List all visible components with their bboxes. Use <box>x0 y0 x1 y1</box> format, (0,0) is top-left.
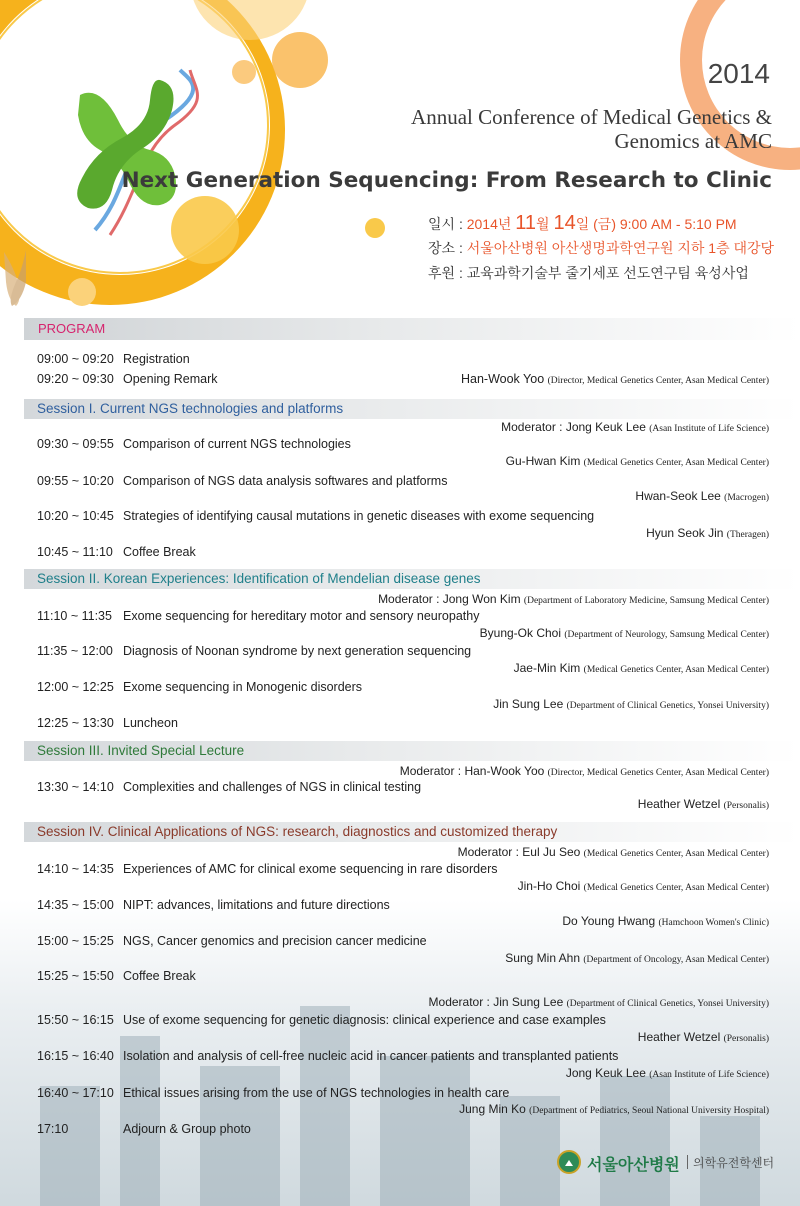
info-sponsor: 후원 : 교육과학기술부 줄기세포 선도연구팀 육성사업 <box>428 265 749 281</box>
conference-year: 2014 <box>707 58 770 89</box>
speaker-line: Jae-Min Kim (Medical Genetics Center, Asan Medical Center) <box>513 661 769 675</box>
logo-divider <box>687 1155 688 1169</box>
speaker-line: Jong Keuk Lee (Asan Institute of Life Science) <box>565 1066 769 1080</box>
speaker-line: Jin-Ho Choi (Medical Genetics Center, Asan Medical Center) <box>517 879 769 893</box>
schedule-row: 11:35 ~ 12:00 Diagnosis of Noonan syndrome by next generation sequencing <box>37 644 472 658</box>
session-3-header: Session III. Invited Special Lecture <box>24 741 800 761</box>
schedule-row: 09:00 ~ 09:20 Registration <box>37 352 190 366</box>
speaker-line: Do Young Hwang (Hamchoon Women's Clinic) <box>562 914 769 928</box>
speaker-line: Hyun Seok Jin (Theragen) <box>646 526 769 540</box>
schedule-row: 17:10 Adjourn & Group photo <box>37 1122 251 1136</box>
session-3-moderator: Moderator : Han-Wook Yoo (Director, Medical Genetics Center, Asan Medical Center) <box>399 764 769 778</box>
speaker-line: Hwan-Seok Lee (Macrogen) <box>635 489 769 503</box>
schedule-row: 09:55 ~ 10:20 Comparison of NGS data analysis softwares and platforms <box>37 474 448 488</box>
hospital-name: 서울아산병원 <box>587 1157 680 1174</box>
session-4-moderator: Moderator : Eul Ju Seo (Medical Genetics Center, Asan Medical Center) <box>457 845 769 859</box>
session-1-moderator: Moderator : Jong Keuk Lee (Asan Institute of Life Science) <box>501 420 769 434</box>
speaker-line: Sung Min Ahn (Department of Oncology, Asan Medical Center) <box>505 951 769 965</box>
schedule-row: 10:20 ~ 10:45 Strategies of identifying causal mutations in genetic diseases with exome sequencing <box>37 509 595 523</box>
session-4-moderator-2: Moderator : Jin Sung Lee (Department of Clinical Genetics, Yonsei University) <box>428 995 769 1009</box>
conference-name <box>272 105 772 153</box>
schedule-row: 15:25 ~ 15:50 Coffee Break <box>37 969 196 983</box>
schedule-row: 13:30 ~ 14:10 Complexities and challenges of NGS in clinical testing <box>37 780 422 794</box>
schedule-row: 12:00 ~ 12:25 Exome sequencing in Monogenic disorders <box>37 680 363 694</box>
schedule-row: 16:40 ~ 17:10 Ethical issues arising from the use of NGS technologies in health care <box>37 1086 510 1100</box>
schedule-row: 09:20 ~ 09:30 Opening Remark Han-Wook Yoo (Director, Medical Genetics Center, Asan Medical Center) <box>37 372 769 386</box>
conference-name-line1: Annual Conference of Medical Genetics & <box>411 105 772 129</box>
schedule-row: 16:15 ~ 16:40 Isolation and analysis of cell-free nucleic acid in cancer patients and transplanted patients <box>37 1049 619 1063</box>
hospital-logo <box>557 1150 777 1176</box>
session-2-moderator: Moderator : Jong Won Kim (Department of Laboratory Medicine, Samsung Medical Center) <box>378 592 769 606</box>
speaker-line: Jung Min Ko (Department of Pediatrics, Seoul National University Hospital) <box>459 1102 769 1116</box>
schedule-row: 12:25 ~ 13:30 Luncheon <box>37 716 178 730</box>
schedule-row: 15:00 ~ 15:25 NGS, Cancer genomics and precision cancer medicine <box>37 934 427 948</box>
conference-title: Next Generation Sequencing: From Research to Clinic <box>121 168 772 193</box>
session-1-header: Session I. Current NGS technologies and platforms <box>24 399 800 419</box>
department-name: 의학유전학센터 <box>693 1156 775 1170</box>
info-date: 일시 : 2014년 11월 14일 (금) 9:00 AM - 5:10 PM <box>428 212 737 234</box>
speaker-line: Heather Wetzel (Personalis) <box>637 1030 769 1044</box>
conference-name-line2: Genomics at AMC <box>614 129 772 153</box>
schedule-row: 14:35 ~ 15:00 NIPT: advances, limitations and future directions <box>37 898 390 912</box>
schedule-row: 11:10 ~ 11:35 Exome sequencing for hereditary motor and sensory neuropathy <box>37 609 480 623</box>
schedule-row: 14:10 ~ 14:35 Experiences of AMC for clinical exome sequencing in rare disorders <box>37 862 498 876</box>
speaker-line: Heather Wetzel (Personalis) <box>637 797 769 811</box>
speaker-line: Gu-Hwan Kim (Medical Genetics Center, Asan Medical Center) <box>505 454 769 468</box>
session-4-header: Session IV. Clinical Applications of NGS: research, diagnostics and customized therapy <box>24 822 800 842</box>
hospital-emblem-icon <box>557 1150 581 1174</box>
schedule-row: 09:30 ~ 09:55 Comparison of current NGS technologies <box>37 437 351 451</box>
program-label: PROGRAM <box>38 321 106 336</box>
schedule-row: 10:45 ~ 11:10 Coffee Break <box>37 545 196 559</box>
session-2-header: Session II. Korean Experiences: Identification of Mendelian disease genes <box>24 569 800 589</box>
schedule-row: 15:50 ~ 16:15 Use of exome sequencing for genetic diagnosis: clinical experience and case examples <box>37 1013 606 1027</box>
program-header <box>24 318 800 340</box>
speaker-line: Byung-Ok Choi (Department of Neurology, Samsung Medical Center) <box>479 626 769 640</box>
speaker-line: Jin Sung Lee (Department of Clinical Genetics, Yonsei University) <box>493 697 769 711</box>
info-place: 장소 : 서울아산병원 아산생명과학연구원 지하 1층 대강당 <box>428 240 775 256</box>
